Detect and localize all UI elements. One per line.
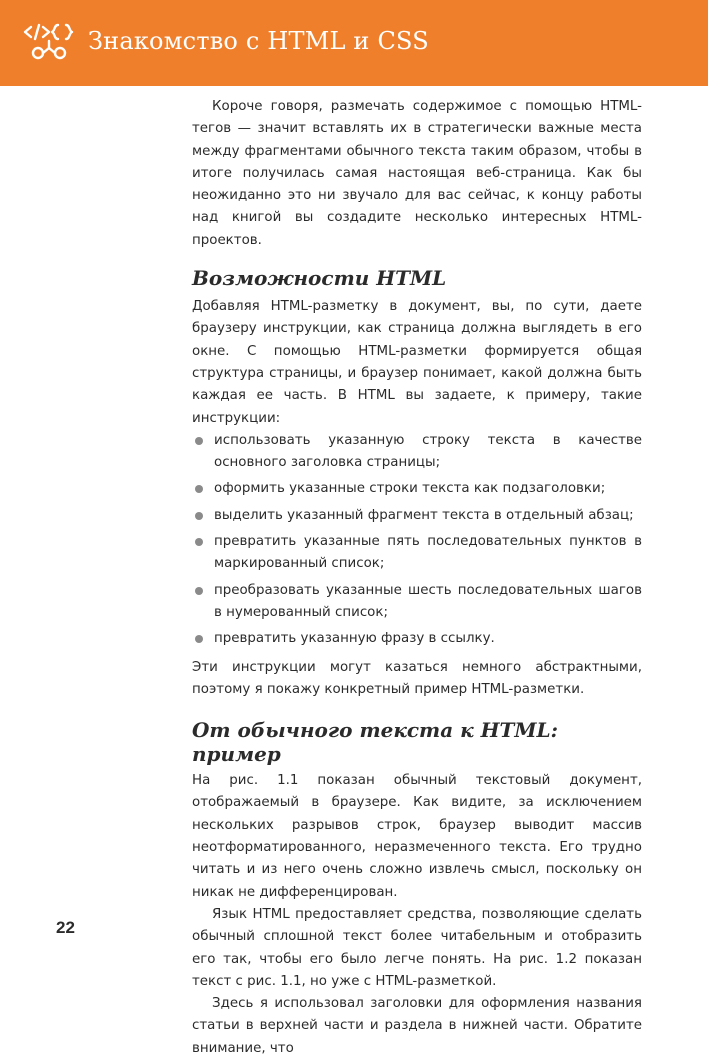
list-item [192,628,642,650]
section1-closing-paragraph: Эти инструкции могут казаться немного абстрактными, поэтому я покажу конкретный пример HTML-разметки. [192,659,642,697]
list-item [192,430,642,475]
intro-paragraph: Короче говоря, размечать содержимое с помощью HTML-тегов — значит вставлять их в стратегически важные места между фрагментами обычного текста таким образом, чтобы в итоге получилась самая настоящая веб-страница. Как бы неожиданно это ни звучало для вас сейчас, к концу работы над книгой вы создадите несколько интересных HTML-проектов. [192,99,642,248]
bullet-icon [195,512,203,520]
section-heading-html-features: Возможности HTML [192,266,447,291]
instructions-list [192,430,642,651]
html-code-icon [22,20,76,64]
bullet-icon [195,437,203,445]
bullet-icon [195,538,203,546]
bullet-icon [195,587,203,595]
page-number: 22 [56,918,75,937]
section2-paragraph-1: На рис. 1.1 показан обычный текстовый документ, отображаемый в браузере. Как видите, за исключением нескольких разрывов строк, браузер выводит массив неотформатированного, неразмеченного текста. Его трудно читать и из него очень сложно извлечь смысл, поскольку он никак не дифференцирован. [192,773,642,900]
list-item [192,531,642,576]
section1-paragraph: Добавляя HTML-разметку в документ, вы, по сути, даете браузеру инструкции, как страница должна выглядеть в его окне. С помощью HTML-разметки формируется общая структура страницы, и браузер понимает, какой должна быть каждая ее часть. В HTML вы задаете, к примеру, такие инструкции: [192,299,642,426]
chapter-title: Знакомство с HTML и CSS [88,27,429,55]
list-item-text: превратить указанную фразу в ссылку. [214,631,495,647]
section2-paragraph-2: Язык HTML предоставляет средства, позволяющие сделать обычный сплошной текст более читабельным и отобразить его так, чтобы его было легче понять. На рис. 1.2 показан текст с рис. 1.1, но уже с HTML-разметкой. [192,906,642,989]
list-item-text: выделить указанный фрагмент текста в отдельный абзац; [214,507,634,523]
list-item [192,478,642,500]
list-item [192,505,642,527]
list-item-text: превратить указанные пять последовательных пунктов в маркированный список; [214,534,642,572]
bullet-icon [195,485,203,493]
section-heading-text-to-html: От обычного текста к HTML: пример [192,718,558,767]
section2-paragraph-3: Здесь я использовал заголовки для оформления названия статьи в верхней части и раздела в нижней части. Обратите внимание, что [192,996,642,1056]
list-item [192,580,642,625]
page-content [192,96,642,1060]
bullet-icon [195,635,203,643]
list-item-text: использовать указанную строку текста в качестве основного заголовка страницы; [214,432,642,471]
list-item-text: преобразовать указанные шесть последовательных шагов в нумерованный список; [214,582,642,620]
list-item-text: оформить указанные строки текста как подзаголовки; [214,481,606,497]
chapter-header [0,0,708,86]
